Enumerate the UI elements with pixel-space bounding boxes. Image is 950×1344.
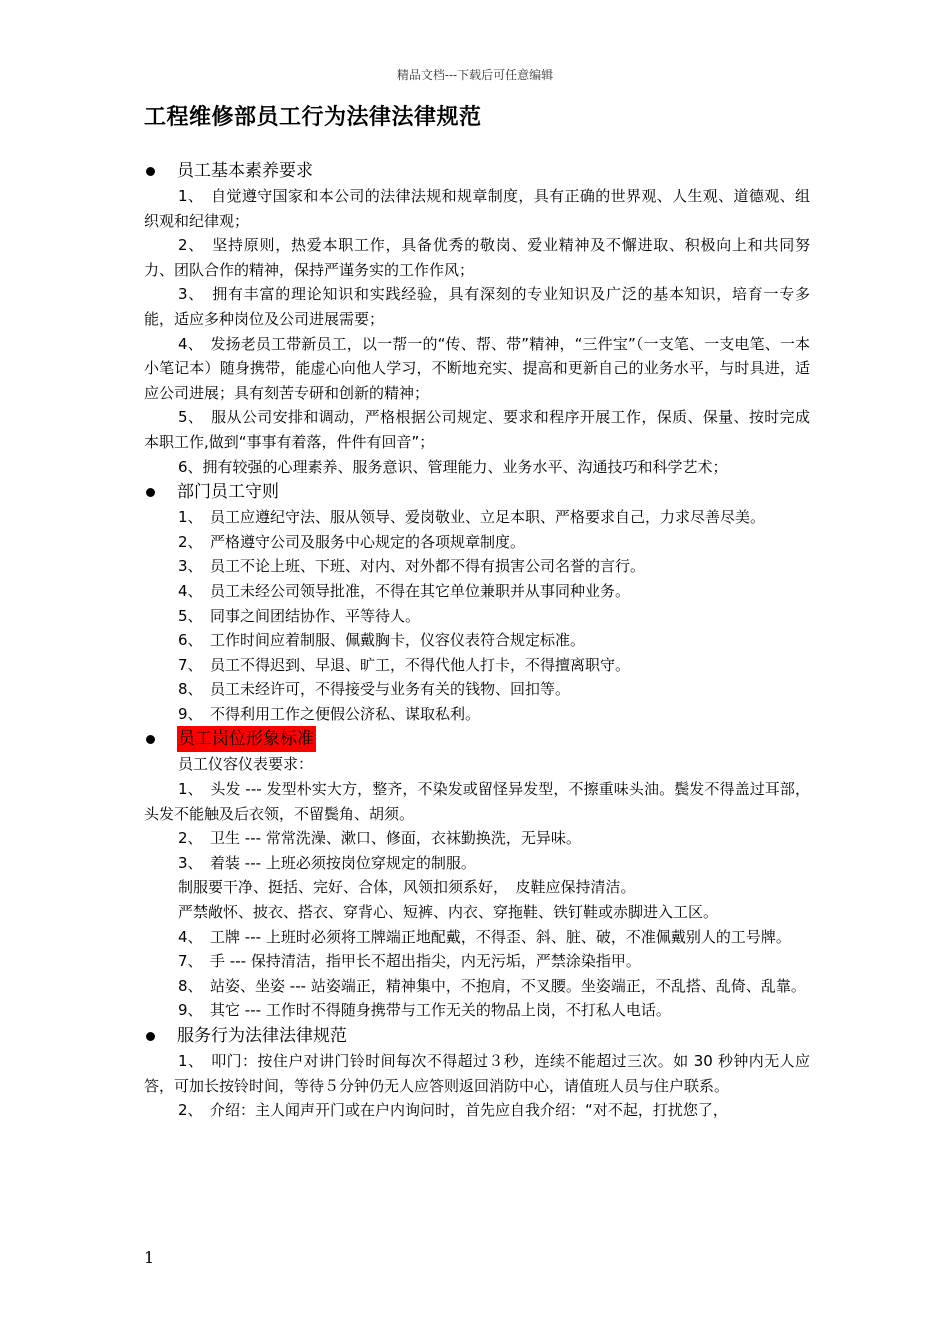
paragraph: 员工仪容仪表要求： [178, 755, 314, 774]
document-title: 工程维修部员工行为法律法律规范 [144, 105, 482, 130]
paragraph: 严禁敞怀、披衣、搭衣、穿背心、短裤、内衣、穿拖鞋、铁钉鞋或赤脚进入工区。 [178, 903, 719, 922]
paragraph: 4、 发扬老员工带新员工，以一帮一的“传、帮、带”精神，“三件宝”（一支笔、一支电笔、一本小笔记本）随身携带，能虚心向他人学习，不断地充实、提高和更新自己的业务水平，与时具进，适应公司进展；具有刻苦专研和创新的精神； [144, 334, 810, 402]
paragraph: 2、 坚持原则，热爱本职工作，具备优秀的敬岗、爱业精神及不懈进取、积极向上和共同努力、团队合作的精神，保持严谨务实的工作作风； [144, 236, 810, 279]
paragraph: 1、 员工应遵纪守法、服从领导、爱岗敬业、立足本职、严格要求自己，力求尽善尽美。 [178, 508, 766, 527]
paragraph: 2、 卫生 --- 常常洗澡、漱口、修面，衣袜勤换洗，无异味。 [178, 829, 581, 848]
bullet-icon [146, 1032, 155, 1041]
paragraph: 6、 工作时间应着制服、佩戴胸卡，仪容仪表符合规定标准。 [178, 631, 586, 650]
page-number: 1 [144, 1248, 155, 1267]
section-heading: 员工基本素养要求 [144, 158, 810, 184]
paragraph: 5、 服从公司安排和调动，严格根据公司规定、要求和程序开展工作，保质、保量、按时完成本职工作,做到“事事有着落，件件有回音”； [144, 408, 810, 451]
paragraph: 9、 不得利用工作之便假公济私、谋取私利。 [178, 704, 481, 723]
section-heading: 服务行为法律法律规范 [144, 1023, 810, 1049]
paragraph: 3、 员工不论上班、下班、对内、对外都不得有损害公司名誉的言行。 [178, 557, 646, 576]
paragraph: 7、 员工不得迟到、早退、旷工，不得代他人打卡，不得擅离职守。 [178, 655, 631, 674]
paragraph: 4、 员工未经公司领导批准，不得在其它单位兼职并从事同种业务。 [178, 581, 631, 600]
paragraph: 2、 介绍：主人闻声开门或在户内询问时，首先应自我介绍：“对不起，打扰您了， [178, 1101, 728, 1120]
paragraph: 7、 手 --- 保持清洁，指甲长不超出指尖，内无污垢，严禁涂染指甲。 [178, 952, 641, 971]
paragraph: 3、 着装 --- 上班必须按岗位穿规定的制服。 [178, 853, 476, 872]
paragraph: 3、 拥有丰富的理论知识和实践经验，具有深刻的专业知识及广泛的基本知识，培育一专多能，适应多种岗位及公司进展需要； [144, 285, 810, 328]
paragraph: 1、 叩门：按住户对讲门铃时间每次不得超过３秒，连续不能超过三次。如 30 秒钟内无人应答，可加长按铃时间，等待５分钟仍无人应答则返回消防中心，请值班人员与住户联系。 [144, 1052, 810, 1095]
bullet-icon [146, 488, 155, 497]
paragraph: 制服要干净、挺括、完好、合体，风领扣须系好， 皮鞋应保持清洁。 [178, 878, 636, 897]
paragraph: 9、 其它 --- 工作时不得随身携带与工作无关的物品上岗，不打私人电话。 [178, 1001, 671, 1020]
paragraph: 8、 员工未经许可，不得接受与业务有关的钱物、回扣等。 [178, 680, 571, 699]
section-heading-highlighted: 员工岗位形象标准 [144, 726, 810, 752]
header-note: 精品文档---下载后可任意编辑 [396, 68, 554, 82]
paragraph: 1、 自觉遵守国家和本公司的法律法规和规章制度，具有正确的世界观、人生观、道德观、组织观和纪律观； [144, 187, 810, 230]
paragraph: 6、拥有较强的心理素养、服务意识、管理能力、业务水平、沟通技巧和科学艺术； [178, 457, 728, 476]
paragraph: 5、 同事之间团结协作、平等待人。 [178, 606, 421, 625]
paragraph: 8、 站姿、坐姿 --- 站姿端正，精神集中，不抱肩，不叉腰。坐姿端正，不乱搭、乱倚、乱靠。 [178, 976, 806, 995]
section-heading: 部门员工守则 [144, 479, 810, 505]
bullet-icon [146, 735, 155, 744]
paragraph: 2、 严格遵守公司及服务中心规定的各项规章制度。 [178, 532, 526, 551]
bullet-icon [146, 167, 155, 176]
paragraph: 1、 头发 --- 发型朴实大方，整齐，不染发或留怪异发型，不擦重味头油。鬓发不得盖过耳部，头发不能触及后衣领，不留鬓角、胡须。 [144, 780, 810, 823]
document-body [144, 158, 810, 1123]
paragraph: 4、 工牌 --- 上班时必须将工牌端正地配戴，不得歪、斜、脏、破，不准佩戴别人的工号牌。 [178, 927, 791, 946]
